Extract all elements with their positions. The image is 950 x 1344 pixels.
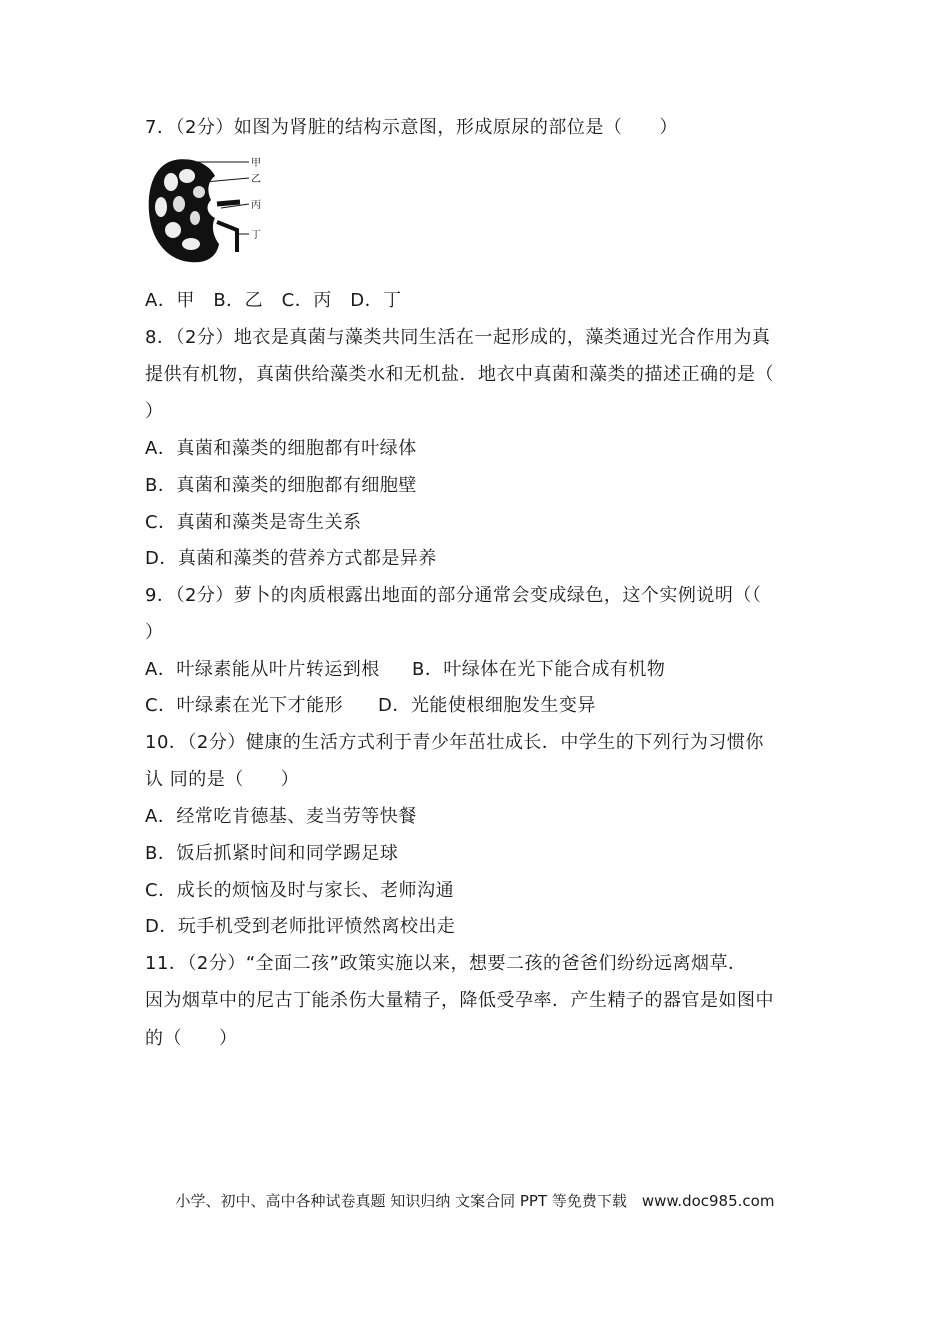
q11-stem-line-3: 的（ ） xyxy=(145,1028,238,1049)
q8-stem-line-2: 提供有机物，真菌供给藻类水和无机盐．地衣中真菌和藻类的描述正确的是（ xyxy=(145,364,774,385)
q7-stem: 7．（2分）如图为肾脏的结构示意图，形成原尿的部位是（ ） xyxy=(145,117,678,138)
q7-options: A．甲 B．乙 C．丙 D．丁 xyxy=(145,290,402,311)
q9-option-b: B．叶绿体在光下能合成有机物 xyxy=(412,659,666,680)
q9-option-c: C．叶绿素在光下才能形 xyxy=(145,695,344,716)
q10-option-c: C．成长的烦恼及时与家长、老师沟通 xyxy=(145,880,455,901)
kidney-diagram xyxy=(145,152,270,270)
q10-stem-line-1: 10．（2分）健康的生活方式利于青少年茁壮成长．中学生的下列行为习惯你 xyxy=(145,732,764,753)
q9-stem-line-2: ） xyxy=(145,622,164,643)
label-ding: 丁 xyxy=(251,230,261,241)
q10-option-a: A．经常吃肯德基、麦当劳等快餐 xyxy=(145,806,417,827)
q10-option-b: B．饭后抓紧时间和同学踢足球 xyxy=(145,843,399,864)
q9-stem-line-1: 9．（2分）萝卜的肉质根露出地面的部分通常会变成绿色，这个实例说明（（ xyxy=(145,585,762,606)
q10-option-d: D．玩手机受到老师批评愤然离校出走 xyxy=(145,916,456,937)
q9-option-a: A．叶绿素能从叶片转运到根 xyxy=(145,659,380,680)
page-footer: 小学、初中、高中各种试卷真题 知识归纳 文案合同 PPT 等免费下载 www.doc985.com xyxy=(175,1192,775,1210)
q8-stem-line-1: 8．（2分）地衣是真菌与藻类共同生活在一起形成的，藻类通过光合作用为真 xyxy=(145,327,771,348)
q10-stem-line-2: 认 同的是（ ） xyxy=(145,769,300,790)
label-jia: 甲 xyxy=(251,158,261,169)
q8-option-a: A．真菌和藻类的细胞都有叶绿体 xyxy=(145,438,417,459)
q11-stem-line-1: 11．（2分）“全面二孩”政策实施以来，想要二孩的爸爸们纷纷远离烟草． xyxy=(145,953,747,974)
q8-option-c: C．真菌和藻类是寄生关系 xyxy=(145,512,362,533)
label-yi: 乙 xyxy=(251,174,261,185)
q11-stem-line-2: 因为烟草中的尼古丁能杀伤大量精子，降低受孕率．产生精子的器官是如图中 xyxy=(145,990,774,1011)
label-bing: 丙 xyxy=(251,200,261,211)
q8-option-d: D．真菌和藻类的营养方式都是异养 xyxy=(145,548,437,569)
q8-stem-line-3: ） xyxy=(145,401,164,422)
q9-option-d: D．光能使根细胞发生变异 xyxy=(378,695,596,716)
q8-option-b: B．真菌和藻类的细胞都有细胞壁 xyxy=(145,475,417,496)
